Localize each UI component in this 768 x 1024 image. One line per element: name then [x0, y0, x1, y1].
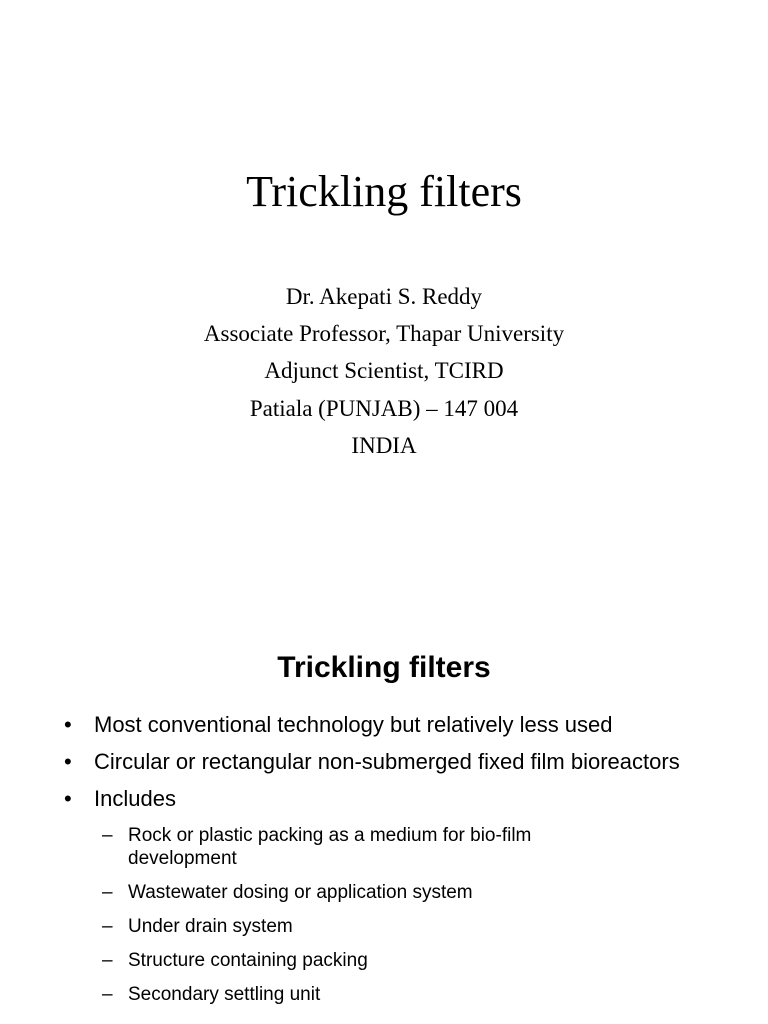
bullet-icon: • — [64, 749, 72, 774]
sub-list-item — [0, 949, 688, 972]
sub-bullet-list — [94, 824, 688, 1006]
content-slide — [0, 600, 768, 1024]
dash-icon: – — [102, 825, 113, 846]
author-position: Associate Professor, Thapar University — [203, 321, 565, 347]
sub-bullet-text: Secondary settling unit — [128, 984, 321, 1005]
sub-list-item — [0, 983, 688, 1006]
sub-bullet-text: Rock or plastic packing as a medium for bio-film development — [128, 825, 532, 869]
bullet-text: Includes — [94, 786, 176, 811]
bullet-list — [0, 712, 768, 1017]
author-affiliation: Adjunct Scientist, TCIRD — [264, 358, 504, 384]
dash-icon: – — [102, 950, 113, 971]
sub-list-item — [0, 881, 688, 904]
sub-bullet-text: Wastewater dosing or application system — [128, 882, 473, 903]
author-block — [0, 278, 768, 464]
dash-icon: – — [102, 916, 113, 937]
author-country: INDIA — [351, 432, 417, 458]
slide-heading: Trickling filters — [277, 651, 491, 684]
bullet-icon: • — [64, 786, 72, 811]
sub-bullet-text: Under drain system — [128, 916, 293, 937]
bullet-text: Circular or rectangular non-submerged fixed film bioreactors — [94, 749, 680, 774]
list-item — [0, 786, 768, 1006]
slide-title: Trickling filters — [246, 167, 522, 216]
sub-list-item — [0, 915, 688, 938]
dash-icon: – — [102, 984, 113, 1005]
list-item — [0, 749, 768, 775]
sub-bullet-text: Structure containing packing — [128, 950, 368, 971]
author-name: Dr. Akepati S. Reddy — [285, 284, 483, 309]
author-city: Patiala (PUNJAB) – 147 004 — [249, 395, 519, 421]
sub-list-item — [0, 824, 688, 870]
bullet-text: Most conventional technology but relatively less used — [94, 712, 613, 737]
dash-icon: – — [102, 882, 113, 903]
bullet-icon: • — [64, 712, 72, 737]
list-item — [0, 712, 768, 738]
